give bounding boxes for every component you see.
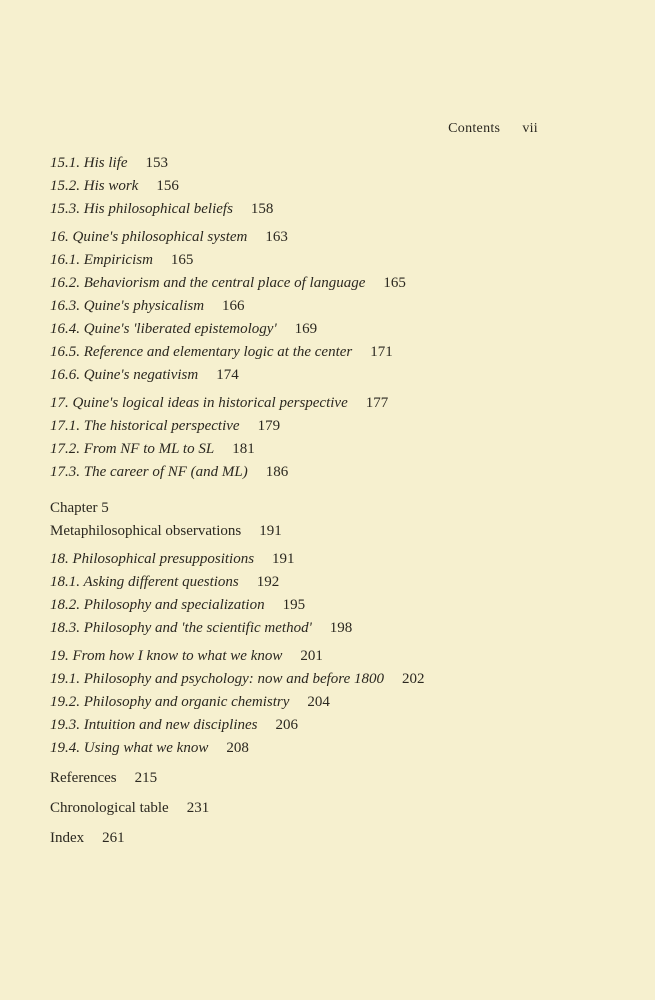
toc-entry xyxy=(50,249,570,272)
toc-entry-page: 198 xyxy=(329,620,353,636)
toc-entry xyxy=(50,198,570,221)
toc-entry-page: 156 xyxy=(156,178,179,194)
toc-entry-page: 153 xyxy=(145,155,168,171)
toc-entry-page: 186 xyxy=(265,464,289,480)
toc-entry-index xyxy=(50,827,570,850)
toc-entry-title: 18.2. Philosophy and specialization xyxy=(50,597,265,613)
toc-entry-title: 19.1. Philosophy and psychology: now and before 1800 xyxy=(50,671,384,687)
toc-entry-title: 19.4. Using what we know xyxy=(50,740,209,756)
toc-entry-page: 208 xyxy=(226,740,249,756)
toc-entry-title: 16.2. Behaviorism and the central place of language xyxy=(50,275,366,291)
toc-entry-page: 204 xyxy=(307,694,330,710)
toc-entry-title: 16.6. Quine's negativism xyxy=(50,367,199,383)
toc-entry xyxy=(50,364,570,387)
chapter-number: Chapter 5 xyxy=(50,500,109,516)
toc-entry xyxy=(50,617,570,640)
toc-entry xyxy=(50,295,570,318)
toc-entry xyxy=(50,714,570,737)
toc-entry xyxy=(50,548,570,571)
toc-entry-page: 163 xyxy=(265,229,288,245)
toc-entry-title: 18.1. Asking different questions xyxy=(50,574,239,590)
toc-entry xyxy=(50,645,570,668)
toc-entry-page: 169 xyxy=(294,321,318,337)
toc-entry-title: 15.2. His work xyxy=(50,178,139,194)
toc-entry-page: 202 xyxy=(401,671,425,687)
toc-entry xyxy=(50,520,570,543)
toc-entry-page: 158 xyxy=(250,201,274,217)
toc-entry-title: 19.3. Intuition and new disciplines xyxy=(50,717,258,733)
toc-entry xyxy=(50,691,570,714)
toc-entry-page: 261 xyxy=(102,830,125,846)
toc-entry-title: Index xyxy=(50,830,85,846)
toc-entry xyxy=(50,152,570,175)
table-of-contents xyxy=(50,152,570,850)
toc-entry-page: 166 xyxy=(222,298,245,314)
toc-entry-title: 16.5. Reference and elementary logic at the center xyxy=(50,344,353,360)
toc-entry xyxy=(50,318,570,341)
toc-entry-title: 17. Quine's logical ideas in historical perspective xyxy=(50,395,348,411)
toc-entry xyxy=(50,415,570,438)
toc-entry-page: 215 xyxy=(134,770,158,786)
toc-entry xyxy=(50,272,570,295)
toc-entry xyxy=(50,668,570,691)
page-number: vii xyxy=(522,121,538,136)
toc-entry-title: 16.1. Empiricism xyxy=(50,252,153,268)
toc-entry-title: 19. From how I know to what we know xyxy=(50,648,283,664)
toc-entry-page: 192 xyxy=(256,574,280,590)
toc-entry xyxy=(50,594,570,617)
toc-entry-title: 17.1. The historical perspective xyxy=(50,418,240,434)
toc-entry-page: 231 xyxy=(186,800,210,816)
toc-entry-title: 18. Philosophical presuppositions xyxy=(50,551,255,567)
toc-entry xyxy=(50,461,570,484)
toc-entry-title: 17.3. The career of NF (and ML) xyxy=(50,464,248,480)
toc-entry xyxy=(50,226,570,249)
toc-entry-page: 191 xyxy=(272,551,295,567)
toc-entry xyxy=(50,341,570,364)
toc-entry xyxy=(50,175,570,198)
toc-entry-title: 17.2. From NF to ML to SL xyxy=(50,441,215,457)
toc-entry-chronological-table xyxy=(50,797,570,820)
toc-entry-title: 16. Quine's philosophical system xyxy=(50,229,248,245)
toc-entry-title: 16.4. Quine's 'liberated epistemology' xyxy=(50,321,277,337)
toc-entry xyxy=(50,392,570,415)
toc-entry-page: 171 xyxy=(370,344,393,360)
toc-entry-title: Chronological table xyxy=(50,800,169,816)
running-head xyxy=(448,121,538,137)
toc-entry-page: 165 xyxy=(383,275,406,291)
toc-entry-references xyxy=(50,767,570,790)
chapter-heading xyxy=(50,497,570,520)
running-head-label: Contents xyxy=(448,121,501,136)
toc-entry-title: 16.3. Quine's physicalism xyxy=(50,298,205,314)
toc-entry-page: 165 xyxy=(170,252,194,268)
toc-entry-title: 15.3. His philosophical beliefs xyxy=(50,201,233,217)
toc-entry-title: References xyxy=(50,770,117,786)
toc-entry-page: 201 xyxy=(300,648,323,664)
toc-entry-page: 179 xyxy=(257,418,281,434)
toc-entry-page: 177 xyxy=(365,395,389,411)
toc-entry-page: 181 xyxy=(232,441,255,457)
toc-entry-title: 18.3. Philosophy and 'the scientific method' xyxy=(50,620,312,636)
toc-entry-title: 15.1. His life xyxy=(50,155,128,171)
chapter-title: Metaphilosophical observations xyxy=(50,523,242,539)
toc-entry-page: 195 xyxy=(282,597,306,613)
toc-entry-title: 19.2. Philosophy and organic chemistry xyxy=(50,694,290,710)
toc-entry xyxy=(50,737,570,760)
toc-entry-page: 191 xyxy=(259,523,282,539)
toc-entry xyxy=(50,571,570,594)
toc-entry xyxy=(50,438,570,461)
toc-entry-page: 206 xyxy=(275,717,298,733)
toc-entry-page: 174 xyxy=(216,367,239,383)
